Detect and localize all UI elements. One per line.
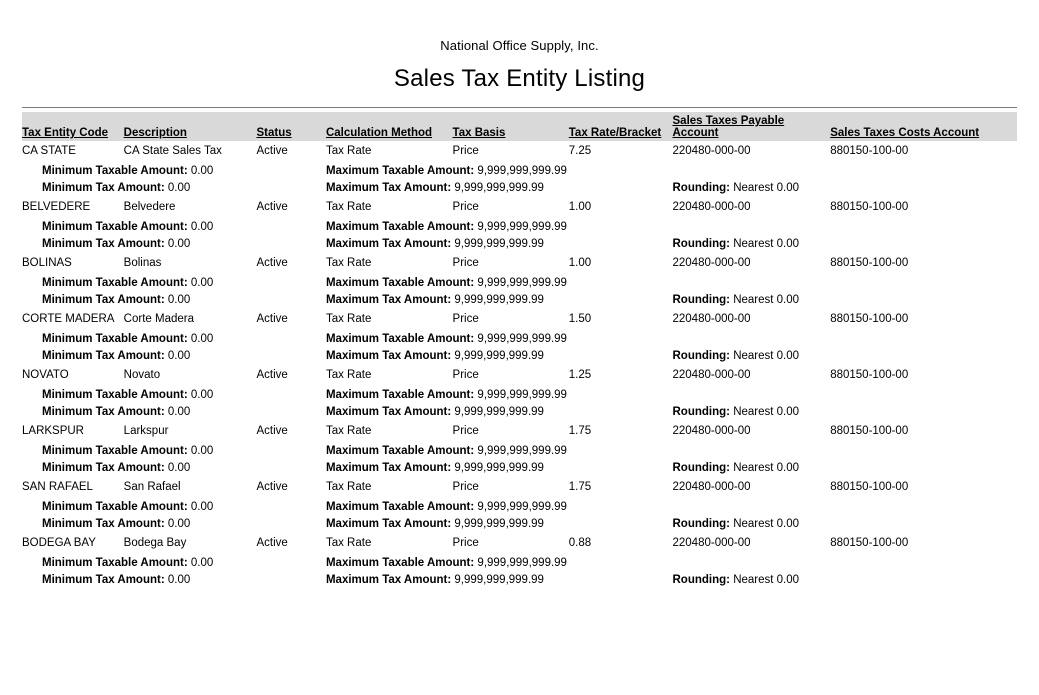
minimum-tax-amount-value: 0.00 xyxy=(167,462,191,474)
status-cell: Active xyxy=(256,313,288,325)
empty-cell xyxy=(673,555,1018,572)
tax-rate-cell: 1.25 xyxy=(568,369,592,381)
calculation-method-cell: Tax Rate xyxy=(325,313,372,325)
table-body xyxy=(22,141,1017,589)
column-header-tax-basis xyxy=(453,112,569,141)
minimum-tax-amount-cell xyxy=(22,404,326,421)
rounding-label: Rounding: xyxy=(672,462,730,474)
rounding-label: Rounding: xyxy=(672,182,730,194)
maximum-taxable-amount-label: Maximum Taxable Amount: xyxy=(325,277,475,289)
minimum-tax-amount-value: 0.00 xyxy=(167,294,191,306)
maximum-tax-amount-label: Maximum Tax Amount: xyxy=(325,182,452,194)
rounding-cell xyxy=(673,404,1018,421)
tax-basis-cell: Price xyxy=(452,201,479,213)
minimum-tax-amount-value: 0.00 xyxy=(167,406,191,418)
minimum-taxable-amount-label: Minimum Taxable Amount: xyxy=(42,389,188,401)
maximum-taxable-amount-label: Maximum Taxable Amount: xyxy=(325,165,475,177)
description-cell: Belvedere xyxy=(123,201,176,213)
table-subrow-taxable-amounts xyxy=(22,555,1017,572)
maximum-tax-amount-label: Maximum Tax Amount: xyxy=(325,406,452,418)
maximum-tax-amount-label: Maximum Tax Amount: xyxy=(325,462,452,474)
table-subrow-taxable-amounts xyxy=(22,219,1017,236)
maximum-tax-amount-value: 9,999,999,999.99 xyxy=(454,238,544,250)
minimum-taxable-amount-value: 0.00 xyxy=(190,333,214,345)
rounding-cell xyxy=(673,236,1018,253)
maximum-tax-amount-value: 9,999,999,999.99 xyxy=(454,406,544,418)
column-header-label: Tax Basis xyxy=(452,127,506,139)
maximum-taxable-amount-cell xyxy=(326,163,673,180)
column-header-label: Tax Entity Code xyxy=(22,127,109,139)
costs-account-cell: 880150-100-00 xyxy=(830,537,909,549)
calculation-method-cell: Tax Rate xyxy=(325,537,372,549)
table-subrow-taxable-amounts xyxy=(22,499,1017,516)
minimum-tax-amount-label: Minimum Tax Amount: xyxy=(42,294,165,306)
maximum-taxable-amount-cell xyxy=(326,443,673,460)
maximum-taxable-amount-label: Maximum Taxable Amount: xyxy=(325,221,475,233)
costs-account-cell: 880150-100-00 xyxy=(830,369,909,381)
payable-account-cell: 220480-000-00 xyxy=(672,145,751,157)
minimum-tax-amount-value: 0.00 xyxy=(167,238,191,250)
minimum-taxable-amount-value: 0.00 xyxy=(190,221,214,233)
tax-basis-cell: Price xyxy=(452,481,479,493)
minimum-tax-amount-value: 0.00 xyxy=(167,350,191,362)
tax-basis-cell: Price xyxy=(452,369,479,381)
table-row xyxy=(22,477,1017,499)
status-cell: Active xyxy=(256,537,288,549)
entity-code-cell: SAN RAFAEL xyxy=(22,481,93,493)
minimum-taxable-amount-cell xyxy=(22,499,326,516)
table-subrow-taxable-amounts xyxy=(22,387,1017,404)
empty-cell xyxy=(673,387,1018,404)
minimum-tax-amount-label: Minimum Tax Amount: xyxy=(42,406,165,418)
maximum-taxable-amount-label: Maximum Taxable Amount: xyxy=(325,501,475,513)
table-subrow-tax-amounts xyxy=(22,180,1017,197)
rounding-label: Rounding: xyxy=(672,574,730,586)
rounding-cell xyxy=(673,348,1018,365)
table-row xyxy=(22,197,1017,219)
costs-account-cell: 880150-100-00 xyxy=(830,425,909,437)
sales-tax-entity-table xyxy=(22,112,1017,589)
maximum-tax-amount-cell xyxy=(326,516,673,533)
column-header-sales-taxes-costs-account xyxy=(830,112,1017,141)
minimum-taxable-amount-value: 0.00 xyxy=(190,501,214,513)
calculation-method-cell: Tax Rate xyxy=(325,145,372,157)
maximum-taxable-amount-label: Maximum Taxable Amount: xyxy=(325,557,475,569)
table-subrow-tax-amounts xyxy=(22,404,1017,421)
company-name: National Office Supply, Inc. xyxy=(440,38,599,53)
status-cell: Active xyxy=(256,481,288,493)
minimum-tax-amount-cell xyxy=(22,460,326,477)
entity-code-cell: CA STATE xyxy=(22,145,76,157)
costs-account-cell: 880150-100-00 xyxy=(830,145,909,157)
maximum-taxable-amount-cell xyxy=(326,275,673,292)
table-subrow-taxable-amounts xyxy=(22,443,1017,460)
payable-account-cell: 220480-000-00 xyxy=(672,369,751,381)
table-subrow-tax-amounts xyxy=(22,236,1017,253)
maximum-taxable-amount-value: 9,999,999,999.99 xyxy=(477,501,567,513)
rounding-value: Nearest 0.00 xyxy=(733,518,800,530)
rounding-value: Nearest 0.00 xyxy=(733,574,800,586)
maximum-tax-amount-cell xyxy=(326,404,673,421)
maximum-tax-amount-label: Maximum Tax Amount: xyxy=(325,294,452,306)
calculation-method-cell: Tax Rate xyxy=(325,425,372,437)
rounding-value: Nearest 0.00 xyxy=(733,406,800,418)
status-cell: Active xyxy=(256,257,288,269)
minimum-taxable-amount-value: 0.00 xyxy=(190,557,214,569)
maximum-taxable-amount-cell xyxy=(326,555,673,572)
entity-code-cell: BELVEDERE xyxy=(22,201,91,213)
tax-rate-cell: 7.25 xyxy=(568,145,592,157)
maximum-tax-amount-cell xyxy=(326,180,673,197)
minimum-taxable-amount-label: Minimum Taxable Amount: xyxy=(42,277,188,289)
table-header-row xyxy=(22,112,1017,141)
maximum-taxable-amount-cell xyxy=(326,387,673,404)
calculation-method-cell: Tax Rate xyxy=(325,369,372,381)
description-cell: Bodega Bay xyxy=(123,537,187,549)
minimum-tax-amount-cell xyxy=(22,572,326,589)
status-cell: Active xyxy=(256,145,288,157)
minimum-tax-amount-cell xyxy=(22,292,326,309)
table-subrow-tax-amounts xyxy=(22,348,1017,365)
entity-code-cell: CORTE MADERA xyxy=(22,313,115,325)
maximum-tax-amount-value: 9,999,999,999.99 xyxy=(454,350,544,362)
status-cell: Active xyxy=(256,369,288,381)
rounding-value: Nearest 0.00 xyxy=(733,182,800,194)
payable-account-cell: 220480-000-00 xyxy=(672,313,751,325)
minimum-tax-amount-label: Minimum Tax Amount: xyxy=(42,574,165,586)
minimum-tax-amount-label: Minimum Tax Amount: xyxy=(42,182,165,194)
table-row xyxy=(22,421,1017,443)
maximum-taxable-amount-label: Maximum Taxable Amount: xyxy=(325,333,475,345)
maximum-taxable-amount-value: 9,999,999,999.99 xyxy=(477,389,567,401)
rounding-label: Rounding: xyxy=(672,238,730,250)
maximum-tax-amount-value: 9,999,999,999.99 xyxy=(454,518,544,530)
maximum-taxable-amount-value: 9,999,999,999.99 xyxy=(477,277,567,289)
costs-account-cell: 880150-100-00 xyxy=(830,257,909,269)
minimum-taxable-amount-cell xyxy=(22,555,326,572)
rounding-value: Nearest 0.00 xyxy=(733,462,800,474)
column-header-status xyxy=(256,112,326,141)
minimum-tax-amount-cell xyxy=(22,348,326,365)
minimum-tax-amount-cell xyxy=(22,236,326,253)
maximum-tax-amount-cell xyxy=(326,292,673,309)
minimum-taxable-amount-cell xyxy=(22,387,326,404)
empty-cell xyxy=(673,331,1018,348)
rounding-value: Nearest 0.00 xyxy=(733,238,800,250)
maximum-taxable-amount-label: Maximum Taxable Amount: xyxy=(325,389,475,401)
table-subrow-tax-amounts xyxy=(22,516,1017,533)
calculation-method-cell: Tax Rate xyxy=(325,481,372,493)
empty-cell xyxy=(673,163,1018,180)
entity-code-cell: LARKSPUR xyxy=(22,425,84,437)
rounding-value: Nearest 0.00 xyxy=(733,294,800,306)
table-row xyxy=(22,141,1017,163)
minimum-taxable-amount-cell xyxy=(22,443,326,460)
maximum-taxable-amount-value: 9,999,999,999.99 xyxy=(477,557,567,569)
column-header-label: Tax Rate/Bracket xyxy=(568,127,662,139)
minimum-tax-amount-label: Minimum Tax Amount: xyxy=(42,238,165,250)
rounding-label: Rounding: xyxy=(672,406,730,418)
payable-account-cell: 220480-000-00 xyxy=(672,481,751,493)
minimum-taxable-amount-label: Minimum Taxable Amount: xyxy=(42,501,188,513)
column-header-label: Status xyxy=(256,127,292,139)
rounding-cell xyxy=(673,460,1018,477)
maximum-tax-amount-cell xyxy=(326,236,673,253)
minimum-tax-amount-label: Minimum Tax Amount: xyxy=(42,518,165,530)
rounding-cell xyxy=(673,516,1018,533)
empty-cell xyxy=(673,443,1018,460)
table-subrow-tax-amounts xyxy=(22,292,1017,309)
minimum-tax-amount-label: Minimum Tax Amount: xyxy=(42,350,165,362)
rounding-cell xyxy=(673,292,1018,309)
page-title: Sales Tax Entity Listing xyxy=(393,65,646,92)
minimum-taxable-amount-cell xyxy=(22,275,326,292)
rounding-label: Rounding: xyxy=(672,518,730,530)
rounding-cell xyxy=(673,180,1018,197)
tax-basis-cell: Price xyxy=(452,425,479,437)
maximum-tax-amount-cell xyxy=(326,572,673,589)
maximum-taxable-amount-cell xyxy=(326,499,673,516)
tax-basis-cell: Price xyxy=(452,145,479,157)
maximum-tax-amount-value: 9,999,999,999.99 xyxy=(454,462,544,474)
description-cell: Larkspur xyxy=(123,425,169,437)
column-header-tax-rate-bracket xyxy=(569,112,673,141)
maximum-taxable-amount-value: 9,999,999,999.99 xyxy=(477,165,567,177)
minimum-tax-amount-value: 0.00 xyxy=(167,518,191,530)
tax-basis-cell: Price xyxy=(452,537,479,549)
table-row xyxy=(22,253,1017,275)
minimum-taxable-amount-label: Minimum Taxable Amount: xyxy=(42,221,188,233)
empty-cell xyxy=(673,219,1018,236)
table-subrow-tax-amounts xyxy=(22,460,1017,477)
maximum-taxable-amount-value: 9,999,999,999.99 xyxy=(477,445,567,457)
rounding-label: Rounding: xyxy=(672,294,730,306)
minimum-tax-amount-cell xyxy=(22,180,326,197)
table-row xyxy=(22,533,1017,555)
maximum-tax-amount-label: Maximum Tax Amount: xyxy=(325,238,452,250)
maximum-taxable-amount-label: Maximum Taxable Amount: xyxy=(325,445,475,457)
tax-rate-cell: 1.00 xyxy=(568,257,592,269)
maximum-tax-amount-value: 9,999,999,999.99 xyxy=(454,294,544,306)
payable-account-cell: 220480-000-00 xyxy=(672,425,751,437)
table-header xyxy=(22,112,1017,141)
maximum-taxable-amount-value: 9,999,999,999.99 xyxy=(477,221,567,233)
column-header-label: Calculation Method xyxy=(325,127,433,139)
minimum-taxable-amount-label: Minimum Taxable Amount: xyxy=(42,333,188,345)
costs-account-cell: 880150-100-00 xyxy=(830,201,909,213)
tax-rate-cell: 0.88 xyxy=(568,537,592,549)
empty-cell xyxy=(673,499,1018,516)
minimum-tax-amount-label: Minimum Tax Amount: xyxy=(42,462,165,474)
minimum-tax-amount-value: 0.00 xyxy=(167,574,191,586)
minimum-taxable-amount-cell xyxy=(22,331,326,348)
minimum-taxable-amount-cell xyxy=(22,163,326,180)
description-cell: CA State Sales Tax xyxy=(123,145,222,157)
minimum-taxable-amount-value: 0.00 xyxy=(190,445,214,457)
rounding-label: Rounding: xyxy=(672,350,730,362)
minimum-taxable-amount-cell xyxy=(22,219,326,236)
minimum-taxable-amount-value: 0.00 xyxy=(190,277,214,289)
table-subrow-tax-amounts xyxy=(22,572,1017,589)
maximum-taxable-amount-value: 9,999,999,999.99 xyxy=(477,333,567,345)
payable-account-cell: 220480-000-00 xyxy=(672,257,751,269)
minimum-taxable-amount-value: 0.00 xyxy=(190,389,214,401)
minimum-taxable-amount-label: Minimum Taxable Amount: xyxy=(42,165,188,177)
entity-code-cell: BODEGA BAY xyxy=(22,537,96,549)
maximum-tax-amount-value: 9,999,999,999.99 xyxy=(454,182,544,194)
tax-basis-cell: Price xyxy=(452,313,479,325)
tax-rate-cell: 1.00 xyxy=(568,201,592,213)
description-cell: San Rafael xyxy=(123,481,181,493)
table-subrow-taxable-amounts xyxy=(22,331,1017,348)
description-cell: Bolinas xyxy=(123,257,162,269)
status-cell: Active xyxy=(256,425,288,437)
header-divider xyxy=(22,107,1017,108)
column-header-tax-entity-code xyxy=(22,112,124,141)
maximum-tax-amount-cell xyxy=(326,348,673,365)
tax-rate-cell: 1.75 xyxy=(568,481,592,493)
column-header-label: Sales Taxes Costs Account xyxy=(830,127,980,139)
tax-rate-cell: 1.75 xyxy=(568,425,592,437)
payable-account-cell: 220480-000-00 xyxy=(672,201,751,213)
costs-account-cell: 880150-100-00 xyxy=(830,313,909,325)
table-row xyxy=(22,365,1017,387)
column-header-description xyxy=(124,112,257,141)
maximum-tax-amount-label: Maximum Tax Amount: xyxy=(325,518,452,530)
rounding-value: Nearest 0.00 xyxy=(733,350,800,362)
minimum-taxable-amount-value: 0.00 xyxy=(190,165,214,177)
tax-basis-cell: Price xyxy=(452,257,479,269)
description-cell: Novato xyxy=(123,369,161,381)
table-subrow-taxable-amounts xyxy=(22,163,1017,180)
maximum-taxable-amount-cell xyxy=(326,331,673,348)
table-subrow-taxable-amounts xyxy=(22,275,1017,292)
rounding-cell xyxy=(673,572,1018,589)
minimum-taxable-amount-label: Minimum Taxable Amount: xyxy=(42,557,188,569)
column-header-calculation-method xyxy=(326,112,453,141)
maximum-tax-amount-cell xyxy=(326,460,673,477)
calculation-method-cell: Tax Rate xyxy=(325,201,372,213)
minimum-tax-amount-value: 0.00 xyxy=(167,182,191,194)
costs-account-cell: 880150-100-00 xyxy=(830,481,909,493)
maximum-tax-amount-label: Maximum Tax Amount: xyxy=(325,350,452,362)
maximum-taxable-amount-cell xyxy=(326,219,673,236)
maximum-tax-amount-label: Maximum Tax Amount: xyxy=(325,574,452,586)
entity-code-cell: BOLINAS xyxy=(22,257,72,269)
table-row xyxy=(22,309,1017,331)
column-header-label: Description xyxy=(123,127,187,139)
column-header-sales-taxes-payable-account xyxy=(673,112,831,141)
empty-cell xyxy=(673,275,1018,292)
status-cell: Active xyxy=(256,201,288,213)
column-header-label: Sales Taxes Payable Account xyxy=(672,115,785,139)
calculation-method-cell: Tax Rate xyxy=(325,257,372,269)
description-cell: Corte Madera xyxy=(123,313,194,325)
maximum-tax-amount-value: 9,999,999,999.99 xyxy=(454,574,544,586)
minimum-tax-amount-cell xyxy=(22,516,326,533)
tax-rate-cell: 1.50 xyxy=(568,313,592,325)
entity-code-cell: NOVATO xyxy=(22,369,69,381)
payable-account-cell: 220480-000-00 xyxy=(672,537,751,549)
minimum-taxable-amount-label: Minimum Taxable Amount: xyxy=(42,445,188,457)
